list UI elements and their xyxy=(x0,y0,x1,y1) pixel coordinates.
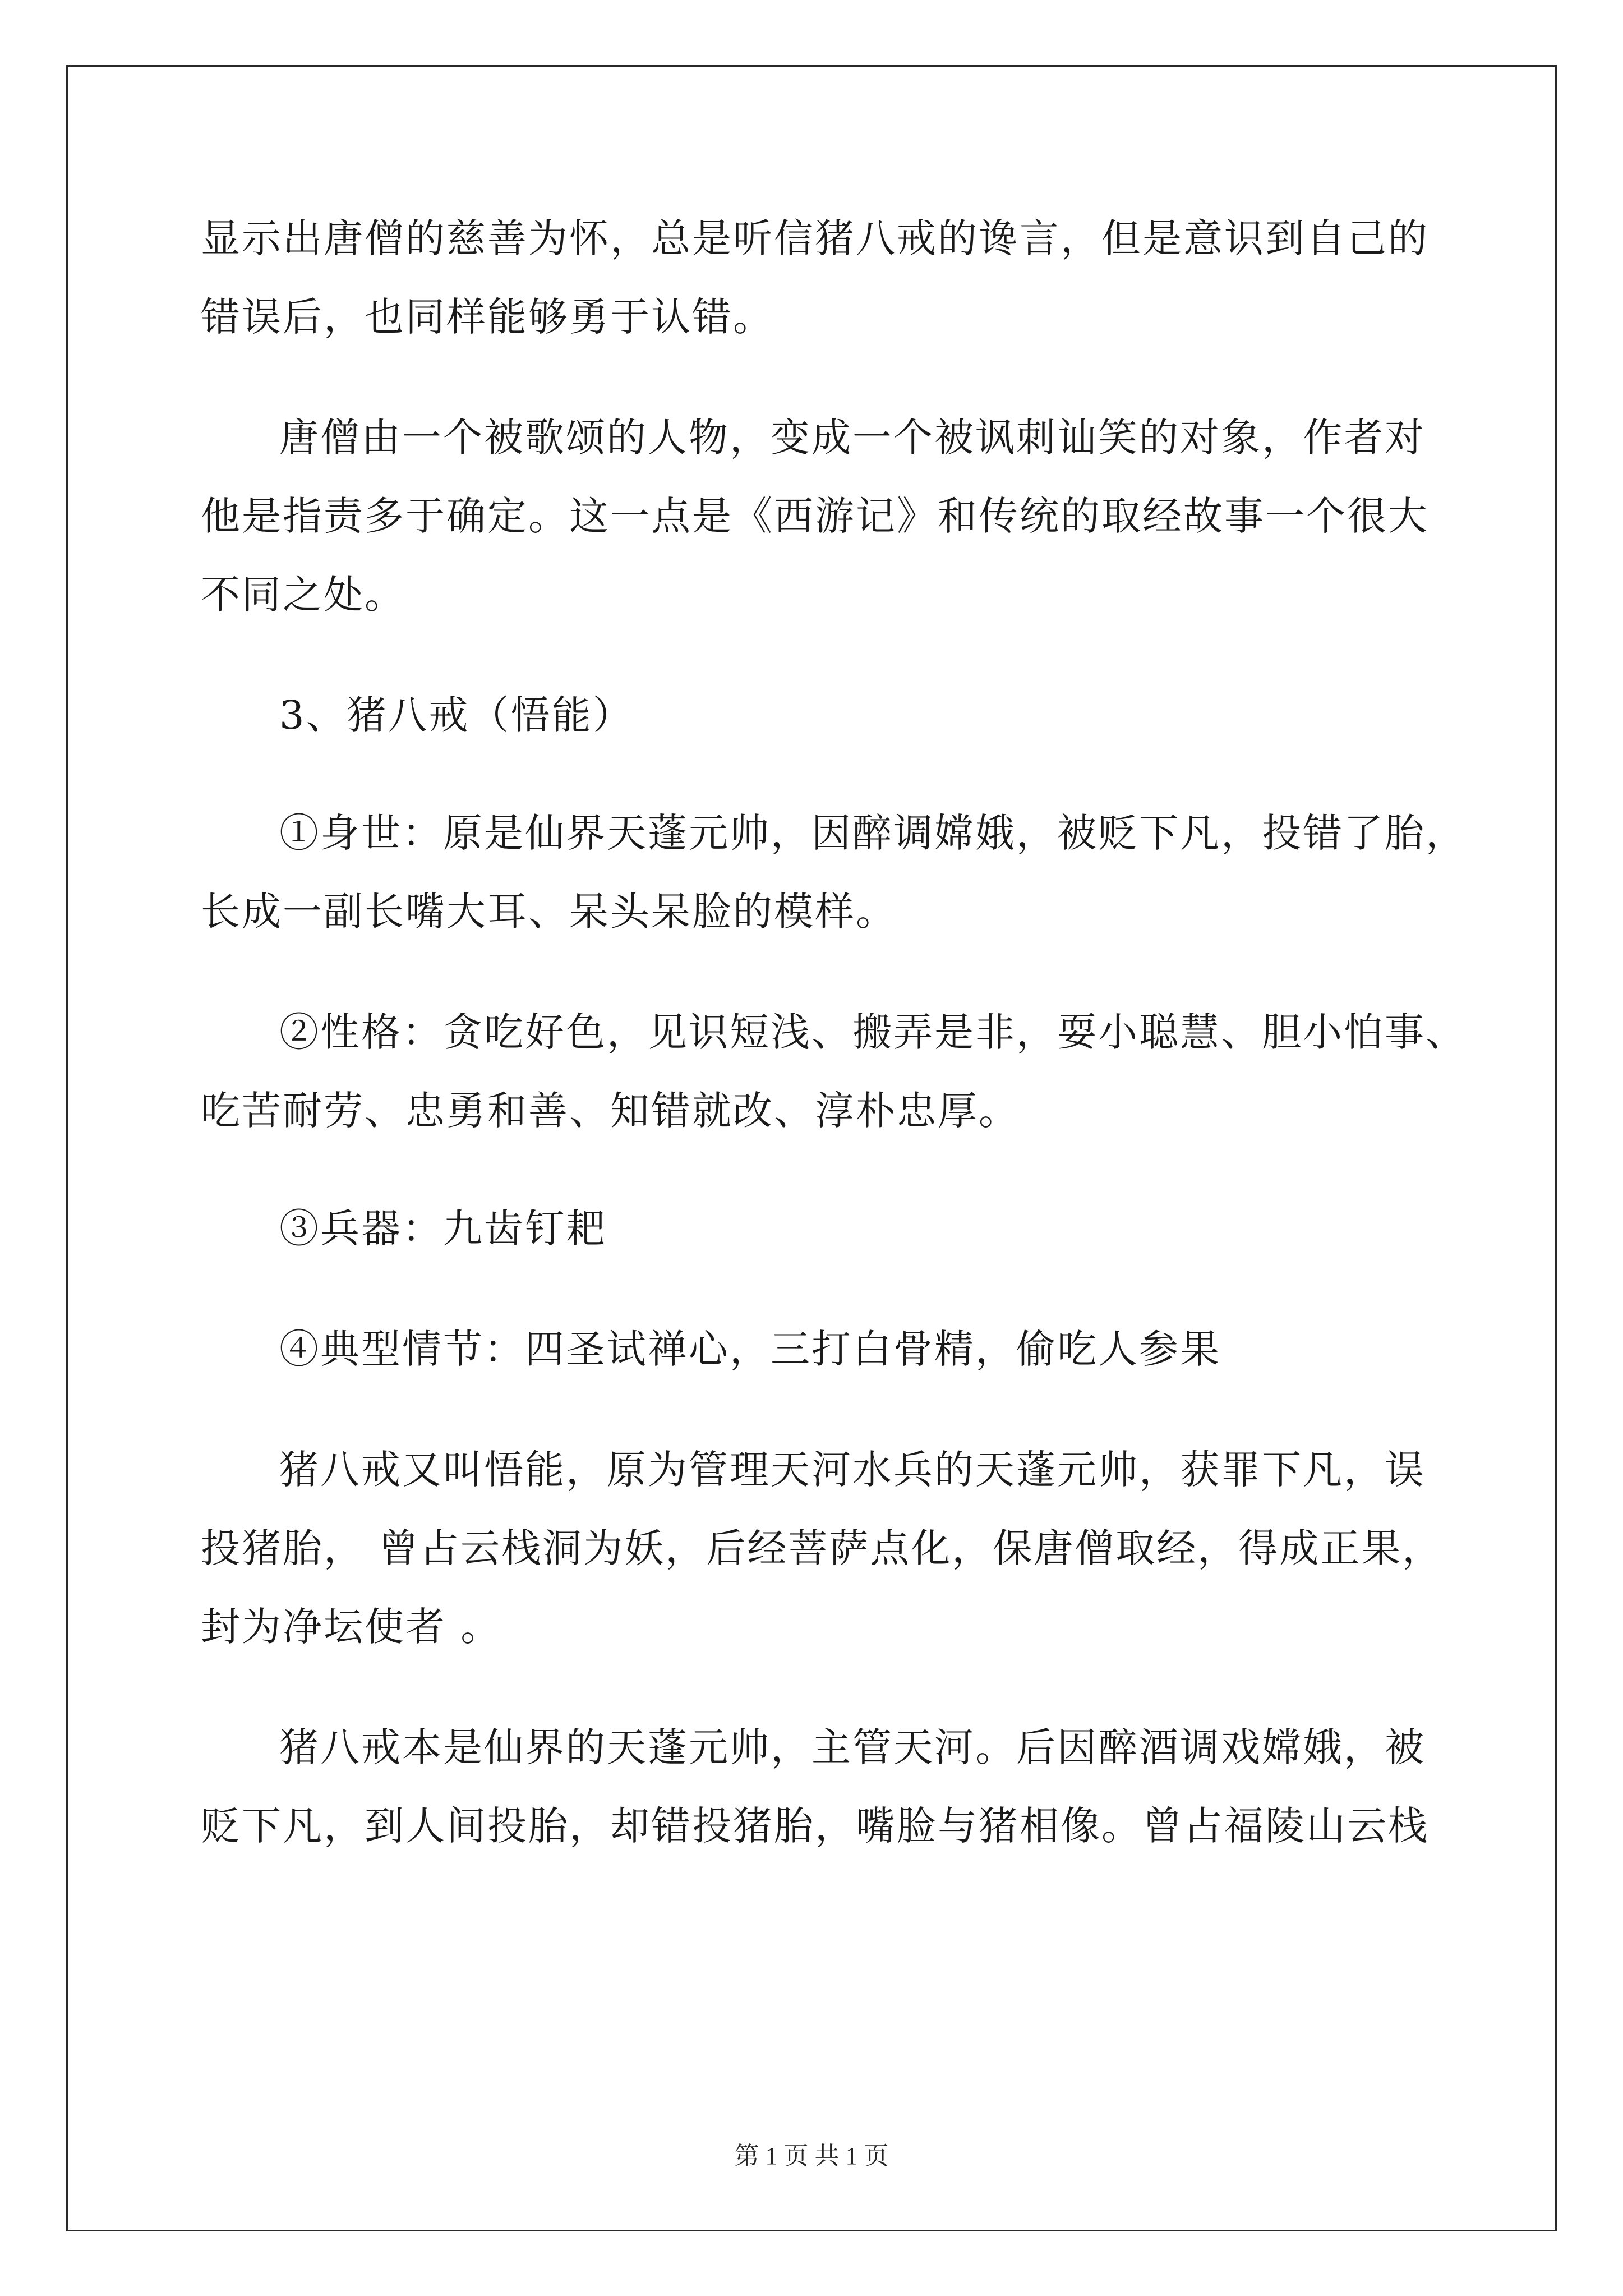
text-line: 长成一副长嘴大耳、呆头呆脸的模样。 xyxy=(201,889,897,935)
text-line: 吃苦耐劳、忠勇和善、知错就改、淳朴忠厚。 xyxy=(201,1088,1020,1134)
paragraph-start-line: 猪八戒本是仙界的天蓬元帅，主管天河。后因醉酒调戏嫦娥，被 xyxy=(279,1724,1426,1770)
text-line: 错误后，也同样能够勇于认错。 xyxy=(201,294,774,340)
text-line: 贬下凡，到人间投胎，却错投猪胎，嘴脸与猪相像。曾占福陵山云栈 xyxy=(201,1803,1429,1849)
text-line: 显示出唐僧的慈善为怀，总是听信猪八戒的谗言，但是意识到自己的 xyxy=(201,215,1429,261)
paragraph-start-line: ①身世：原是仙界天蓬元帅，因醉调嫦娥，被贬下凡，投错了胎， xyxy=(279,810,1467,856)
text-line: 不同之处。 xyxy=(201,572,405,618)
section-heading: 3、猪八戒（悟能） xyxy=(279,692,634,738)
text-line: 封为净坛使者 。 xyxy=(201,1604,502,1650)
paragraph-start-line: ②性格：贪吃好色，见识短浅、搬弄是非，耍小聪慧、胆小怕事、 xyxy=(279,1009,1467,1055)
paragraph-start-line: ④典型情节：四圣试禅心，三打白骨精，偷吃人参果 xyxy=(279,1326,1221,1372)
paragraph-start-line: 唐僧由一个被歌颂的人物，变成一个被讽刺讪笑的对象，作者对 xyxy=(279,415,1426,461)
page-border xyxy=(66,65,1557,2231)
paragraph-start-line: ③兵器：九齿钉耙 xyxy=(279,1205,607,1251)
text-line: 投猪胎， 曾占云栈洞为妖，后经菩萨点化，保唐僧取经，得成正果， xyxy=(201,1525,1444,1571)
text-line: 他是指责多于确定。这一点是《西游记》和传统的取经故事一个很大 xyxy=(201,493,1429,539)
page-number-footer: 第 1 页 共 1 页 xyxy=(734,2142,889,2170)
paragraph-start-line: 猪八戒又叫悟能，原为管理天河水兵的天蓬元帅，获罪下凡，误 xyxy=(279,1447,1426,1493)
